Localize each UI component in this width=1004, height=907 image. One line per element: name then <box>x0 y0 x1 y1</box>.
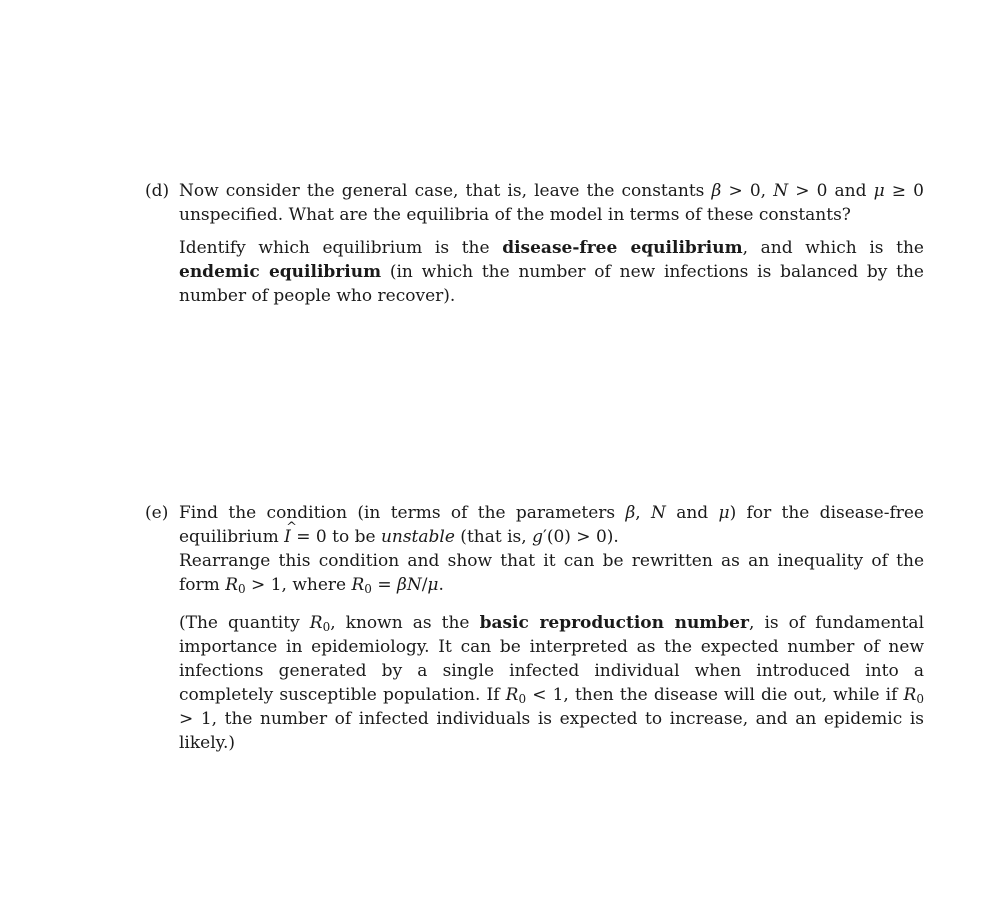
question-d-instruction: Identify which equilibrium is the disease-free equilibrium, and which is the endemic equilibrium (in which the number of new infections is balanced by the number of people who recover). <box>179 238 924 306</box>
term-endemic-equilibrium: endemic equilibrium <box>179 262 382 282</box>
question-e-condition: Find the condition (in terms of the parameters β, N and μ) for the disease-free equilibrium ^ I = 0 to be unstable (that is, g′(0) > 0). <box>179 501 924 549</box>
question-e-rearrange: Rearrange this condition and show that it can be rewritten as an inequality of the form $R_0 > 1$, where $R_0 = \beta N/\mu$. <box>179 551 924 596</box>
term-basic-reproduction-number: basic reproduction number <box>479 613 749 633</box>
question-e-body <box>179 501 924 755</box>
item-label-d: (d) <box>145 181 170 201</box>
question-d-body <box>179 179 924 308</box>
question-e-note: (The quantity $R_0$, known as the basic reproduction number, is of fundamental importance in epidemiology. It can be interpreted as the expected number of new infections generated by a single infected individual when introduced into a completely susceptible population. If $R_0 < 1$, then the disease will die out, while if $R_0 > 1$, the number of infected individuals is expected to increase, and an epidemic is likely.) <box>179 613 925 753</box>
i-hat-symbol: ^ I <box>284 525 291 549</box>
term-disease-free-equilibrium: disease-free equilibrium <box>502 238 743 258</box>
item-label-e: (e) <box>145 503 169 523</box>
question-d-text: Now consider the general case, that is, leave the constants β > 0, N > 0 and μ ≥ 0 unspecified. What are the equilibria of the model in terms of these constants? <box>179 181 924 225</box>
